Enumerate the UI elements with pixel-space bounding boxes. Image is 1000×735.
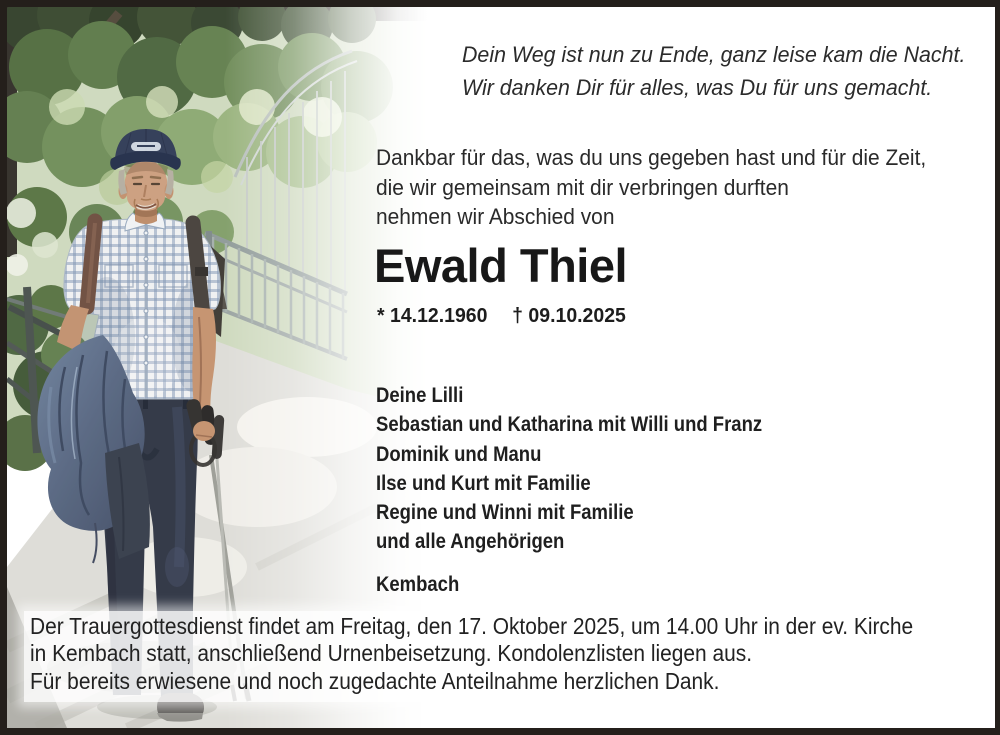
intro-line-3: nehmen wir Abschied von <box>376 204 615 229</box>
mourner-line: Regine und Winni mit Familie <box>376 500 634 525</box>
notice-line-1: Der Trauergottesdienst findet am Freitag, den 17. Oktober 2025, um 14.00 Uhr in der ev. Kirche <box>30 613 914 639</box>
death-date: † 09.10.2025 <box>512 304 626 327</box>
mourner-line: Ilse und Kurt mit Familie <box>376 470 591 495</box>
intro-line-1: Dankbar für das, was du uns gegeben hast und für die Zeit, <box>376 145 927 170</box>
mourner-line: Dominik und Manu <box>376 441 542 466</box>
mourner-line: und alle Angehörigen <box>376 529 565 554</box>
mourner-line: Sebastian und Katharina mit Willi und Franz <box>376 412 763 437</box>
quote-line-2: Wir danken Dir für alles, was Du für uns gemacht. <box>462 75 933 100</box>
birth-date: * 14.12.1960 <box>377 304 488 327</box>
funeral-notice <box>30 613 1000 695</box>
memorial-quote <box>462 38 992 104</box>
farewell-intro <box>376 143 968 232</box>
mourner-line: Deine Lilli <box>376 383 464 407</box>
mourners-list <box>376 381 825 557</box>
notice-line-3: Für bereits erwiesene und noch zugedachte Anteilnahme herzlichen Dank. <box>30 667 720 694</box>
life-dates <box>377 303 639 329</box>
notice-line-2: in Kembach statt, anschließend Urnenbeisetzung. Kondolenzlisten liegen aus. <box>30 640 753 667</box>
deceased-name: Ewald Thiel <box>374 239 628 292</box>
place-name: Kembach <box>376 572 460 596</box>
intro-line-2: die wir gemeinsam mit dir verbringen durften <box>376 174 789 200</box>
quote-line-1: Dein Weg ist nun zu Ende, ganz leise kam die Nacht. <box>462 42 966 67</box>
